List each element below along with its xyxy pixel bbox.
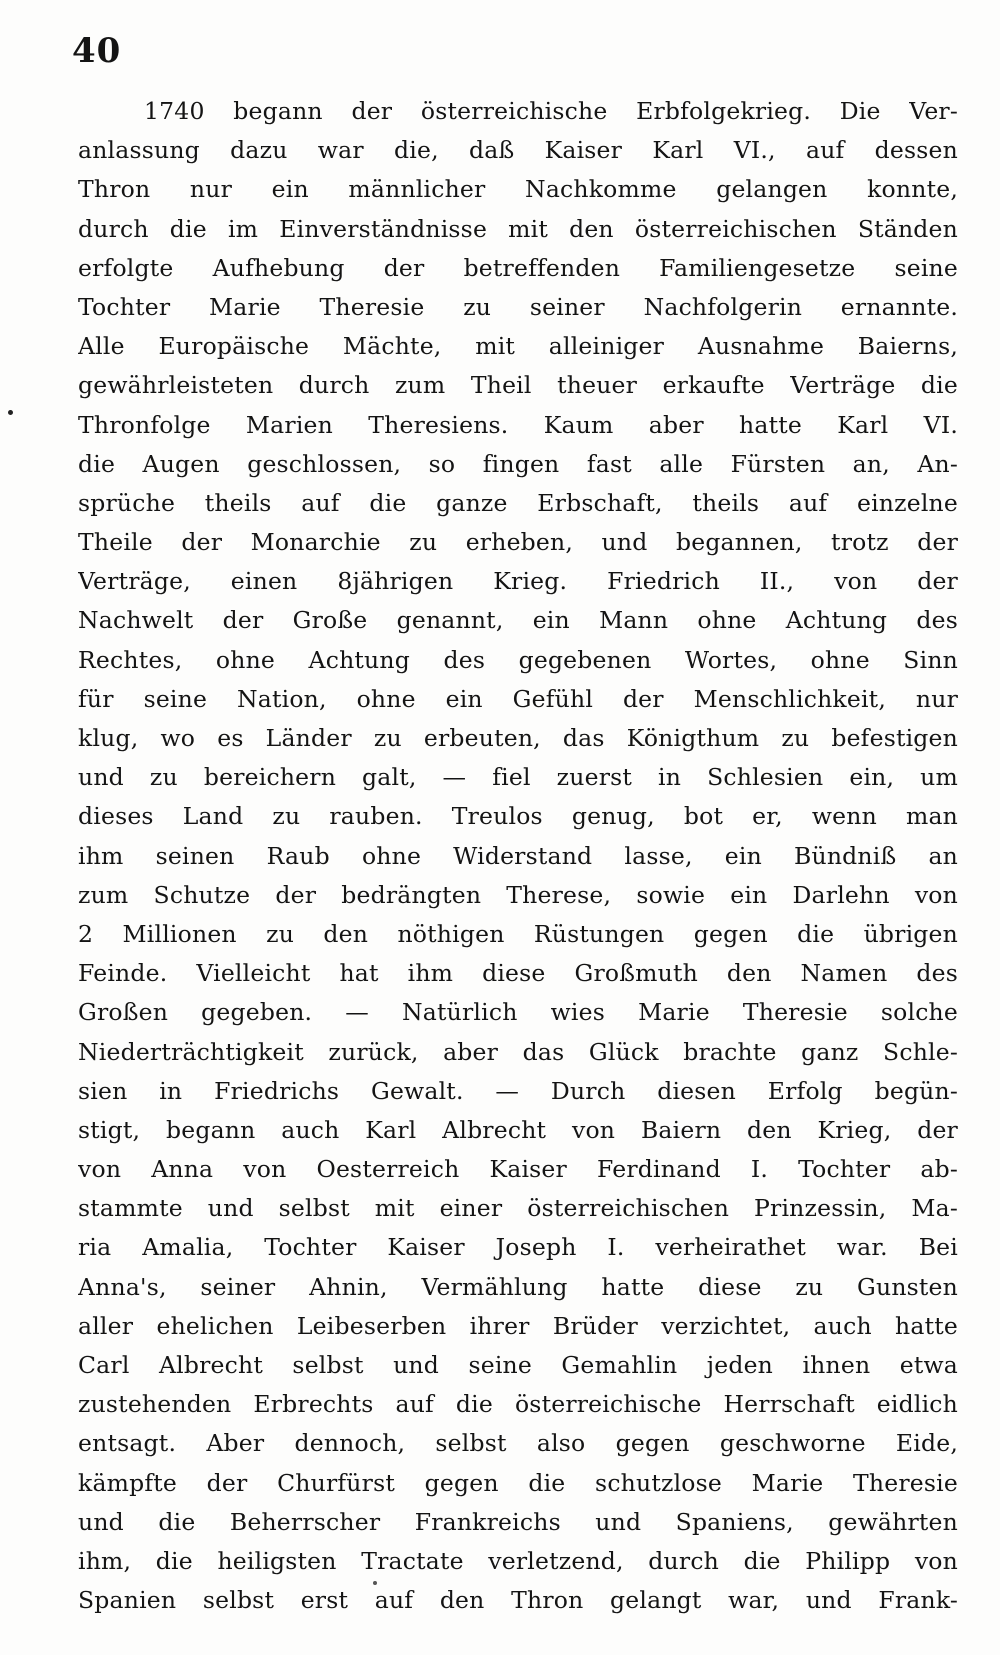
- page-number: 40: [72, 31, 122, 71]
- text-line: ria Amalia, Tochter Kaiser Joseph I. verheirathet war. Bei: [78, 1233, 958, 1262]
- text-line: aller ehelichen Leibeserben ihrer Brüder verzichtet, auch hatte: [78, 1311, 958, 1340]
- text-line: Tochter Marie Theresie zu seiner Nachfolgerin ernannte.: [78, 292, 958, 321]
- ink-speck: [373, 1581, 377, 1585]
- text-line: Thron nur ein männlicher Nachkomme gelangen konnte,: [78, 175, 958, 204]
- text-line: sien in Friedrichs Gewalt. — Durch diesen Erfolg begün-: [78, 1076, 958, 1105]
- text-line: Feinde. Vielleicht hat ihm diese Großmuth den Namen des: [78, 959, 958, 988]
- text-line: Großen gegeben. — Natürlich wies Marie Theresie solche: [78, 998, 958, 1027]
- text-line: entsagt. Aber dennoch, selbst also gegen geschworne Eide,: [78, 1429, 958, 1458]
- text-line: Carl Albrecht selbst und seine Gemahlin jeden ihnen etwa: [78, 1351, 958, 1379]
- text-line: von Anna von Oesterreich Kaiser Ferdinand I. Tochter ab-: [78, 1155, 958, 1184]
- text-line: klug, wo es Länder zu erbeuten, das Königthum zu befestigen: [78, 724, 958, 752]
- text-line: Nachwelt der Große genannt, ein Mann ohne Achtung des: [78, 606, 958, 635]
- text-line: zum Schutze der bedrängten Therese, sowie ein Darlehn von: [78, 880, 958, 909]
- text-line: Rechtes, ohne Achtung des gegebenen Wortes, ohne Sinn: [78, 645, 958, 674]
- text-line: und zu bereichern galt, — fiel zuerst in Schlesien ein, um: [78, 763, 958, 792]
- text-line: Verträge, einen 8jährigen Krieg. Friedrich II., von der: [78, 567, 958, 596]
- text-line: und die Beherrscher Frankreichs und Spaniens, gewährten: [78, 1507, 958, 1536]
- text-line: für seine Nation, ohne ein Gefühl der Menschlichkeit, nur: [78, 684, 958, 713]
- text-line: stammte und selbst mit einer österreichischen Prinzessin, Ma-: [78, 1194, 958, 1223]
- margin-mark: [8, 410, 13, 415]
- text-line: Alle Europäische Mächte, mit alleiniger Ausnahme Baierns,: [78, 332, 958, 361]
- text-line: gewährleisteten durch zum Theil theuer erkaufte Verträge die: [78, 371, 958, 400]
- body-text: [78, 92, 958, 1620]
- text-line: zustehenden Erbrechts auf die österreichische Herrschaft eidlich: [78, 1390, 958, 1419]
- text-line: stigt, begann auch Karl Albrecht von Baiern den Krieg, der: [78, 1115, 958, 1144]
- text-line: 2 Millionen zu den nöthigen Rüstungen gegen die übrigen: [78, 919, 958, 948]
- text-line: die Augen geschlossen, so fingen fast alle Fürsten an, An-: [78, 449, 958, 478]
- text-line: dieses Land zu rauben. Treulos genug, bot er, wenn man: [78, 802, 958, 831]
- text-line: durch die im Einverständnisse mit den österreichischen Ständen: [78, 214, 958, 243]
- text-line: anlassung dazu war die, daß Kaiser Karl VI., auf dessen: [78, 136, 958, 165]
- text-line: Thronfolge Marien Theresiens. Kaum aber hatte Karl VI.: [78, 410, 958, 439]
- text-line: 1740 begann der österreichische Erbfolgekrieg. Die Ver-: [144, 97, 958, 125]
- text-line: Theile der Monarchie zu erheben, und begannen, trotz der: [78, 528, 958, 557]
- text-line: kämpfte der Churfürst gegen die schutzlose Marie Theresie: [78, 1468, 958, 1497]
- text-line: Spanien selbst erst auf den Thron gelangt war, und Frank-: [78, 1586, 958, 1615]
- text-line: sprüche theils auf die ganze Erbschaft, theils auf einzelne: [78, 488, 958, 517]
- text-line: ihm, die heiligsten Tractate verletzend, durch die Philipp von: [78, 1546, 958, 1575]
- text-line: erfolgte Aufhebung der betreffenden Familiengesetze seine: [78, 253, 958, 282]
- text-line: ihm seinen Raub ohne Widerstand lasse, ein Bündniß an: [78, 841, 958, 870]
- text-line: Niederträchtigkeit zurück, aber das Glück brachte ganz Schle-: [78, 1037, 958, 1066]
- text-line: Anna's, seiner Ahnin, Vermählung hatte diese zu Gunsten: [78, 1272, 958, 1301]
